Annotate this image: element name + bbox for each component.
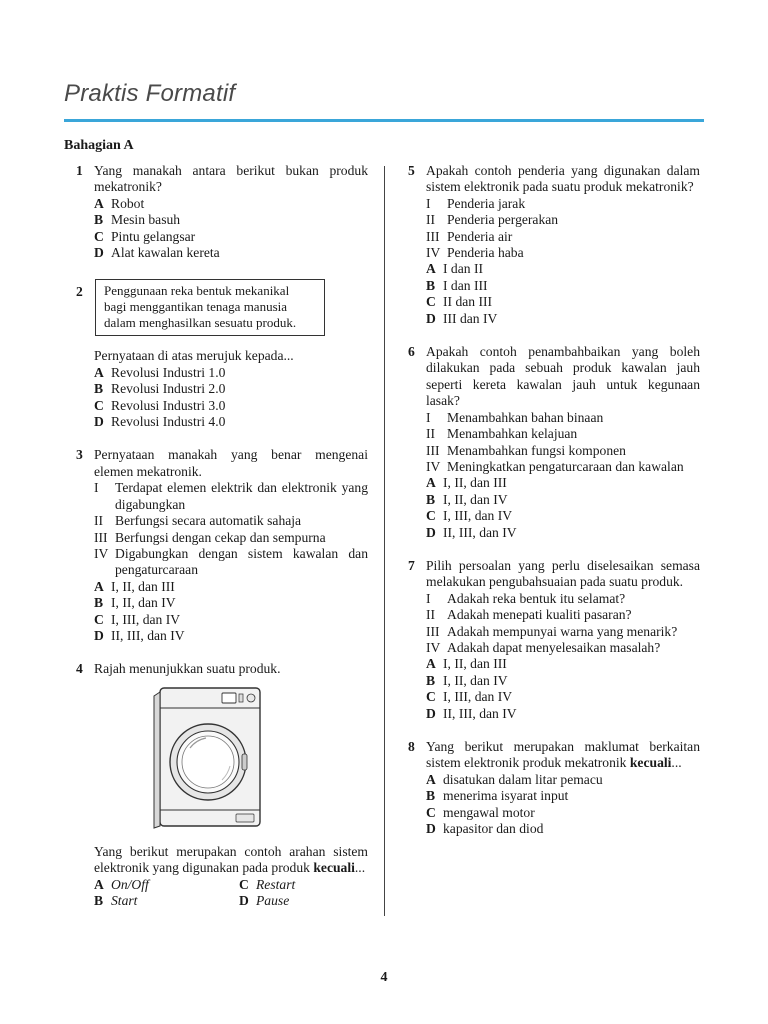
option-b: B I, II, dan IV xyxy=(94,595,176,611)
question-8 xyxy=(408,739,700,837)
statement-iii: III Adakah mempunyai warna yang menarik? xyxy=(426,623,678,639)
question-number: 8 xyxy=(408,739,415,754)
option-d: D Revolusi Industri 4.0 xyxy=(94,414,226,430)
statement-ii: II Menambahkan kelajuan xyxy=(426,426,578,442)
option-d: D II, III, dan IV xyxy=(426,524,517,540)
statement-line: Penggunaan reka bentuk mekanikal xyxy=(104,283,290,299)
page-number: 4 xyxy=(380,970,388,985)
statement-iv: IV Penderia haba xyxy=(426,245,524,261)
option-c: C II dan III xyxy=(426,294,493,310)
option-c: C Revolusi Industri 3.0 xyxy=(94,397,226,413)
right-column xyxy=(408,163,700,837)
washing-machine-icon xyxy=(150,684,270,834)
statement-line: bagi menggantikan tenaga manusia xyxy=(104,299,288,315)
option-d: D III dan IV xyxy=(426,310,498,326)
washing-machine-image xyxy=(150,684,270,834)
option-a: A I, II, dan III xyxy=(426,656,507,672)
statement-ii: II Adakah menepati kualiti pasaran? xyxy=(426,607,632,623)
question-6 xyxy=(408,344,700,541)
statement-line: dalam menghasilkan sesuatu produk. xyxy=(104,315,297,331)
option-d: D kapasitor dan diod xyxy=(426,821,544,837)
question-4 xyxy=(76,661,368,909)
question-stem: Yang berikut merupakan maklumat berkaitan sistem elektronik produk mekatronik kecuali... xyxy=(426,739,700,771)
question-stem: Rajah menunjukkan suatu produk. xyxy=(94,661,281,677)
question-stem: Pilih persoalan yang perlu diselesaikan semasa melakukan pengubahsuaian pada suatu produk. xyxy=(426,557,700,590)
option-a: A On/Off xyxy=(94,876,149,892)
left-column xyxy=(76,163,368,909)
option-c: C I, III, dan IV xyxy=(426,689,513,705)
option-b: B I dan III xyxy=(426,277,488,293)
statement-ii: II Berfungsi secara automatik sahaja xyxy=(94,513,302,529)
statement-iii: III Penderia air xyxy=(426,228,513,244)
page-title: Praktis Formatif xyxy=(64,80,236,107)
statement-box xyxy=(95,279,325,336)
question-stem: Yang manakah antara berikut bukan produk mekatronik? xyxy=(94,163,368,195)
option-b: B Mesin basuh xyxy=(94,212,181,228)
question-number: 1 xyxy=(76,163,83,178)
option-a: A I, II, dan III xyxy=(94,578,175,594)
option-c: C I, III, dan IV xyxy=(426,508,513,524)
question-3 xyxy=(76,447,368,644)
question-number: 2 xyxy=(76,284,83,300)
statement-iv: IV Digabungkan dengan sistem kawalan dan pengaturcaraan xyxy=(94,545,368,578)
option-c: C mengawal motor xyxy=(426,804,535,820)
question-number: 3 xyxy=(76,447,83,463)
statement-iv: IV Meningkatkan pengaturcaraan dan kawalan xyxy=(426,458,684,474)
question-number: 5 xyxy=(408,163,415,178)
option-c: C I, III, dan IV xyxy=(94,611,181,627)
statement-i: I Adakah reka bentuk itu selamat? xyxy=(426,590,626,606)
option-a: A I dan II xyxy=(426,261,484,277)
statement-i: I Terdapat elemen elektrik dan elektronik yang digabungkan xyxy=(94,480,368,512)
question-stem-2: Yang berikut merupakan contoh arahan sistem elektronik yang digunakan pada produk kecuali... xyxy=(94,843,368,876)
statement-ii: II Penderia pergerakan xyxy=(426,212,559,228)
option-b: B I, II, dan IV xyxy=(426,672,508,688)
question-stem: Apakah contoh penderia yang digunakan dalam sistem elektronik pada suatu produk mekatronik? xyxy=(426,163,700,195)
title-underline xyxy=(64,119,704,122)
question-number: 7 xyxy=(408,557,415,573)
question-stem: Pernyataan manakah yang benar mengenai elemen mekatronik. xyxy=(94,447,368,479)
option-d: D II, III, dan IV xyxy=(94,627,185,643)
option-b: B Start xyxy=(94,892,138,908)
question-2 xyxy=(76,279,368,430)
question-5 xyxy=(408,163,700,327)
question-7 xyxy=(408,558,700,722)
option-a: A I, II, dan III xyxy=(426,475,507,491)
statement-i: I Penderia jarak xyxy=(426,195,526,211)
option-d: D Pause xyxy=(239,892,290,908)
question-1 xyxy=(76,163,368,261)
statement-iv: IV Adakah dapat menyelesaikan masalah? xyxy=(426,639,661,655)
options-grid xyxy=(94,877,368,910)
statement-i: I Menambahkan bahan binaan xyxy=(426,409,604,425)
question-number: 6 xyxy=(408,344,415,360)
option-b: B I, II, dan IV xyxy=(426,491,508,507)
option-a: A Robot xyxy=(94,195,145,211)
option-c: C Pintu gelangsar xyxy=(94,228,196,244)
column-divider xyxy=(384,166,385,916)
question-number: 4 xyxy=(76,661,83,677)
statement-iii: III Menambahkan fungsi komponen xyxy=(426,442,626,458)
statement-iii: III Berfungsi dengan cekap dan sempurna xyxy=(94,529,326,545)
question-stem: Apakah contoh penambahbaikan yang boleh dilakukan pada sebuah produk kawalan jauh seperti kereta kawalan jauh untuk kegunaan lasak? xyxy=(426,344,700,409)
option-a: A disatukan dalam litar pemacu xyxy=(426,771,603,787)
option-d: D Alat kawalan kereta xyxy=(94,245,220,261)
option-a: A Revolusi Industri 1.0 xyxy=(94,364,226,380)
option-c: C Restart xyxy=(239,876,296,892)
option-d: D II, III, dan IV xyxy=(426,705,517,721)
option-b: B menerima isyarat input xyxy=(426,788,569,804)
section-heading: Bahagian A xyxy=(64,138,134,153)
question-stem: Pernyataan di atas merujuk kepada... xyxy=(94,348,294,364)
option-b: B Revolusi Industri 2.0 xyxy=(94,381,226,397)
